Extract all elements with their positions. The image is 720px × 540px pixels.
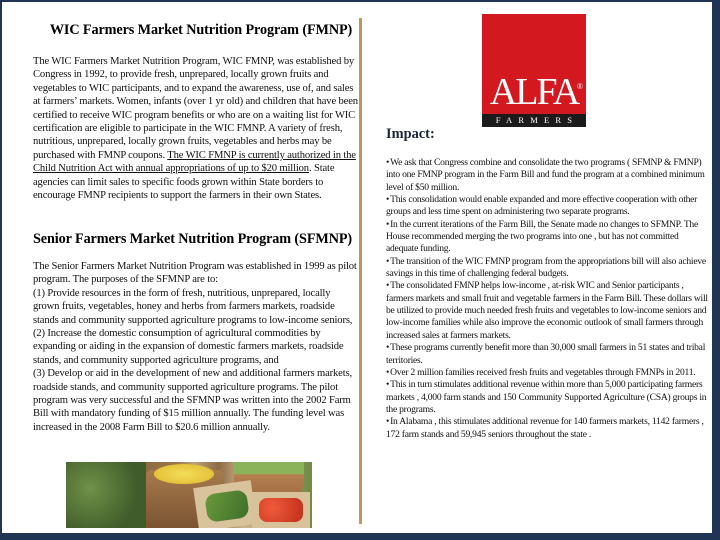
impact-item-text: This consolidation would enable expanded and more effective cooperation with other groups and less time spent on administering two separate programs. [386,194,698,218]
impact-list [386,157,712,441]
produce-photo [66,462,312,528]
photo-squash [154,464,214,484]
bullet-icon: • [386,342,390,354]
impact-item-text: This in turn stimulates additional revenue within more than 5,000 participating farmers markets , 4,000 farm stands and 150 Community Supported Agriculture (CSA) groups in the programs. [386,379,707,415]
impact-item [386,379,712,416]
impact-item-text: We ask that Congress combine and consolidate the two programs ( SFMNP & FMNP) into one FMNP program in the Farm Bill and fund the program at a combined minimum level of $50 million. [386,157,705,193]
impact-item [386,280,712,342]
bullet-icon: • [386,157,390,168]
sfmnp-heading: Senior Farmers Market Nutrition Program (SFMNP) [33,231,353,247]
impact-item [386,416,712,441]
registered-icon: ® [576,82,583,91]
impact-item-text: These programs currently benefit more than 30,000 small farmers in 51 states and tribal territories. [386,342,706,366]
photo-greens [66,462,146,528]
sfmnp-purpose-1: (1) Provide resources in the form of fresh, nutritious, unprepared, locally grown fruits, vegetables, honey and herbs from farmers markets, roadside stands and community supported agriculture programs to low-income seniors, [33,287,353,326]
impact-item [386,367,712,379]
impact-item [386,256,712,281]
wic-body-underlined-text: The WIC FMNP is currently authorized in the Child Nutrition Act with annual appropriations of up to $20 million [33,149,356,175]
impact-item-text: In Alabama , this stimulates additional revenue for 140 farmers markets, 1142 farmers , 172 farm stands and 59,945 seniors throughout the state . [386,416,704,440]
logo-tagline: FARMERS [482,114,586,127]
wic-fmnp-body [33,55,359,202]
sfmnp-purpose-2: (2) Increase the domestic consumption of agricultural commodities by expanding or aiding in the expansion of domestic farmers markets, roadside stands, and community supported agriculture programs, and [33,328,344,366]
wic-body-text: The WIC Farmers Market Nutrition Program, WIC FMNP, was established by Congress in 1992, to provide fresh, unprepared, locally grown fruits and vegetables to WIC participants, and to expand the awareness, use of, and sales at farmers’ markets. Women, infants (over 1 yr old) and children that have been certified to receive WIC program benefits or who are on a waiting list for WIC certification are eligible to participate in the WIC FMNP. A variety of fresh, nutritious, unprepared, locally grown fruits, vegetables and herbs may be purchased with FMNP coupons. [33,56,358,161]
bullet-icon: • [386,416,390,428]
impact-item [386,157,712,194]
slide [2,2,712,533]
bullet-icon: • [386,280,390,292]
wic-body-text-end: . State agencies can limit sales to specific foods grown within State borders to encourage FMNP recipients to support the farmers in their own States. [33,163,335,202]
wic-fmnp-heading: WIC Farmers Market Nutrition Program (FMNP) [49,22,353,38]
impact-heading: Impact: [386,126,435,142]
bullet-icon: • [386,379,390,391]
column-divider [359,18,362,524]
bullet-icon: • [386,366,390,378]
sfmnp-body [33,260,359,434]
logo-wordmark: ALFA [489,71,579,113]
impact-item [386,219,712,256]
impact-item-text: The consolidated FMNP helps low-income , at-risk WIC and Senior participants , farmers markets and small fruit and vegetable farmers in the Farm Bill. These dollars will be utilized to provide much needed fresh fruits and vegetables to low-income seniors and low-income families while also improve the economic outlook of small farmers through increased sales at farmers markets. [386,280,708,341]
impact-item [386,342,712,367]
bullet-icon: • [386,255,390,267]
sfmnp-purpose-3: (3) Develop or aid in the development of new and additional farmers markets, roadside stands, and community supported agriculture programs. The pilot program was very successful and the SFMNP was written into the 2002 Farm Bill with mandatory funding of $15 million annually. The funding level was increased in the 2008 Farm Bill to $20.6 million annually. [33,368,352,433]
impact-item [386,194,712,219]
sfmnp-paragraph: The Senior Farmers Market Nutrition Program was established in 1999 as pilot program. The purposes of the SFMNP are to: [33,261,357,286]
bullet-icon: • [386,218,390,230]
impact-item-text: The transition of the WIC FMNP program from the appropriations bill will also achieve savings in this time of challenging federal budgets. [386,255,706,280]
impact-item-text: Over 2 million families received fresh fruits and vegetables through FMNPs in 2011. [390,366,696,378]
impact-item-text: In the current iterations of the Farm Bill, the Senate made no changes to SFMNP. The House recommended merging the two programs into one , but has not committed adequate funding. [386,218,698,255]
bullet-icon: • [386,194,390,206]
alfa-farmers-logo [482,14,586,127]
photo-tomatoes [259,498,303,522]
